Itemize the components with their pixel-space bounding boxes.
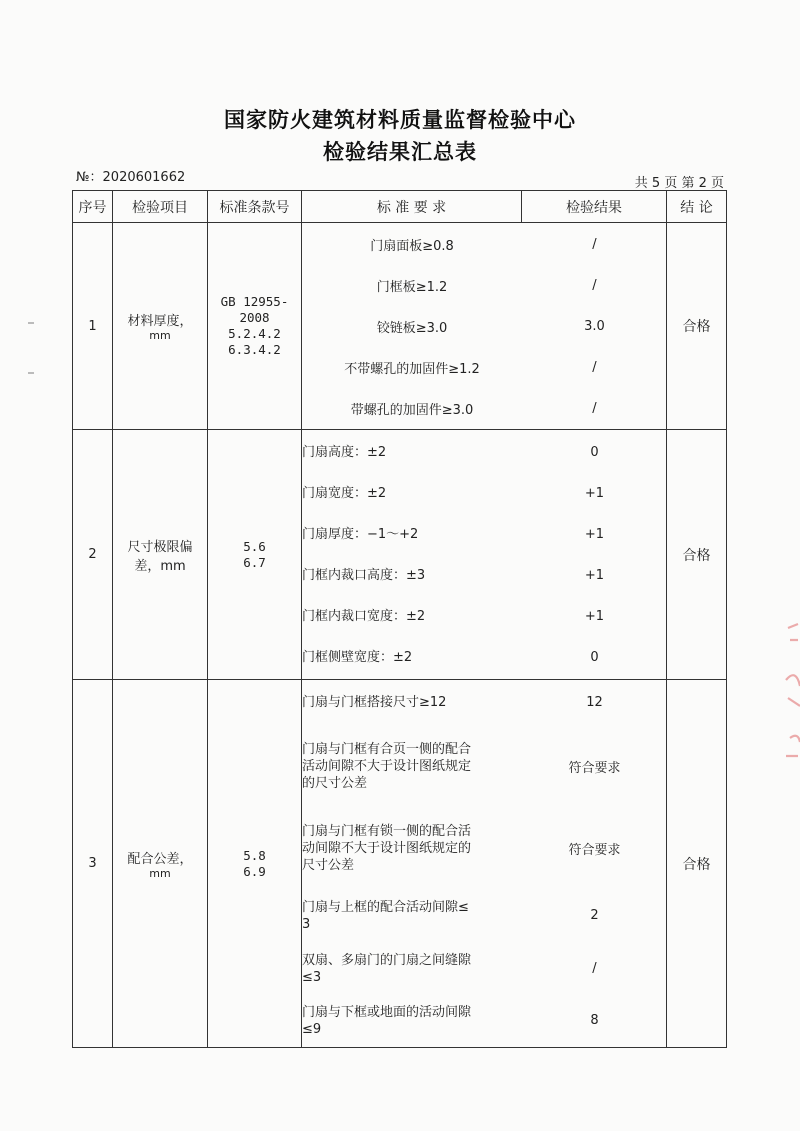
sub-table: [302, 224, 667, 429]
result-value: 符合要求: [568, 761, 621, 776]
requirement-text: 铰链板≥3.0: [376, 320, 448, 336]
requirement-text: 带螺孔的加固件≥3.0: [350, 402, 474, 418]
clause-line: GB 12955-: [220, 294, 289, 309]
requirement-text: [302, 725, 522, 809]
result-value: 0: [590, 649, 599, 665]
clause-line: 6.7: [243, 554, 266, 570]
requirement-text: 门扇宽度：±2: [302, 485, 387, 501]
clause-cell: [208, 680, 302, 1048]
result-value: /: [592, 359, 597, 375]
sub-table: [302, 681, 667, 1047]
item-line: mm: [149, 329, 171, 342]
item-line: mm: [149, 866, 171, 880]
requirement-text: 门框内裁口高度：±3: [302, 567, 426, 583]
header-no: 序号: [73, 191, 113, 223]
doc-title: 检验结果汇总表: [323, 140, 477, 164]
conclusion-cell: 合格: [667, 680, 727, 1048]
header-requirement: 标 准 要 求: [302, 191, 522, 223]
result-summary-table: [72, 190, 727, 1048]
requirement-text: [302, 943, 522, 995]
clause-line: 5.2.4.2: [228, 326, 281, 341]
item-cell: [113, 223, 208, 430]
table-row: [73, 430, 727, 680]
requirement-text: [302, 681, 522, 725]
result-value: 8: [590, 1013, 599, 1028]
scan-speck: [28, 322, 34, 324]
table-row: [73, 680, 727, 1048]
row-no: 1: [73, 223, 113, 430]
requirement-line: 门扇与门框有锁一侧的配合活: [302, 824, 472, 839]
requirement-line: 门扇与上框的配合活动间隙≤: [302, 899, 469, 915]
requirement-line: 活动间隙不大于设计图纸规定: [302, 759, 472, 774]
org-title: 国家防火建筑材料质量监督检验中心: [224, 108, 576, 132]
requirement-result-cell: [302, 223, 667, 430]
result-value: +1: [584, 526, 605, 542]
requirement-text: [302, 809, 522, 889]
clause-line: 5.8: [243, 847, 266, 863]
seal-stamp-fragment: [768, 610, 800, 780]
requirement-line: 门扇与门框有合页一侧的配合: [302, 742, 472, 757]
requirement-line: ≤3: [302, 969, 322, 985]
result-value: 0: [590, 444, 599, 460]
result-value: 2: [590, 908, 599, 923]
scan-speck: [28, 372, 34, 374]
requirement-text: [302, 889, 522, 943]
requirement-text: 不带螺孔的加固件≥1.2: [344, 361, 480, 377]
requirement-text: 门扇面板≥0.8: [370, 238, 454, 254]
requirement-line: 门扇与门框搭接尺寸≥12: [302, 695, 447, 710]
header-result: 检验结果: [522, 191, 667, 223]
clause-cell: [208, 430, 302, 680]
clause-line: 5.6: [243, 538, 266, 554]
result-value: +1: [584, 485, 605, 501]
table-header-row: [73, 191, 727, 223]
table-row: [73, 223, 727, 430]
result-value: +1: [584, 567, 605, 583]
requirement-text: 门框板≥1.2: [376, 279, 448, 295]
page-info: 共 5 页 第 2 页: [634, 176, 724, 191]
clause-line: 6.3.4.2: [228, 342, 281, 357]
result-value: /: [592, 961, 597, 976]
header-item: 检验项目: [113, 191, 208, 223]
item-line: 差，mm: [134, 558, 186, 574]
item-line: 尺寸极限偏: [127, 539, 193, 555]
requirement-line: 的尺寸公差: [302, 776, 368, 791]
seal-icon: [768, 610, 800, 780]
requirement-text: [302, 995, 522, 1047]
requirement-text: 门框侧壁宽度：±2: [302, 649, 413, 665]
requirement-line: 3: [302, 916, 311, 932]
result-value: +1: [584, 608, 605, 624]
conclusion-cell: 合格: [667, 223, 727, 430]
result-value: 3.0: [584, 318, 605, 334]
requirement-line: 尺寸公差: [302, 858, 355, 873]
item-cell: [113, 430, 208, 680]
item-line: 材料厚度，: [127, 314, 193, 329]
requirement-line: 双扇、多扇门的门扇之间缝隙: [302, 952, 472, 968]
requirement-line: 动间隙不大于设计图纸规定的: [302, 841, 472, 856]
requirement-line: 门扇与下框或地面的活动间隙: [302, 1004, 472, 1020]
clause-line: 6.9: [243, 863, 266, 879]
requirement-result-cell: [302, 680, 667, 1048]
header-clause: 标准条款号: [208, 191, 302, 223]
result-value: 符合要求: [568, 843, 621, 858]
result-value: /: [592, 400, 597, 416]
requirement-text: 门扇厚度：−1～+2: [302, 526, 419, 542]
item-line: 配合公差，: [127, 851, 193, 867]
result-value: /: [592, 277, 597, 293]
report-number: №：2020601662: [76, 170, 186, 185]
header-conclusion: 结 论: [667, 191, 727, 223]
result-value: /: [592, 236, 597, 252]
result-value: 12: [586, 695, 603, 710]
conclusion-cell: 合格: [667, 430, 727, 680]
sub-table: [302, 432, 667, 678]
clause-line: 2008: [239, 310, 270, 325]
item-cell: [113, 680, 208, 1048]
row-no: 3: [73, 680, 113, 1048]
requirement-line: ≤9: [302, 1021, 322, 1037]
row-no: 2: [73, 430, 113, 680]
requirement-text: 门框内裁口宽度：±2: [302, 608, 426, 624]
requirement-text: 门扇高度：±2: [302, 444, 387, 460]
clause-cell: [208, 223, 302, 430]
requirement-result-cell: [302, 430, 667, 680]
